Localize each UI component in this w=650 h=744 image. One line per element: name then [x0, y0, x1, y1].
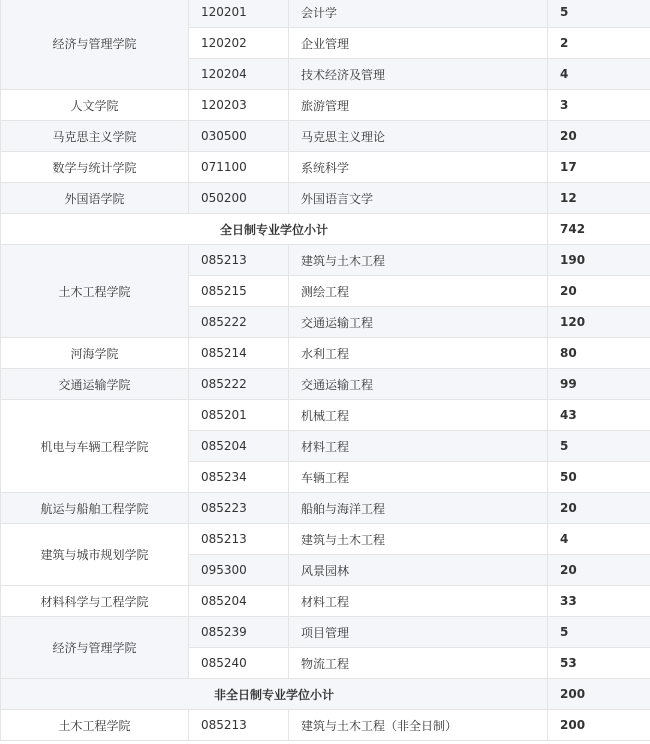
major-cell: 马克思主义理论: [289, 121, 548, 152]
enrollment-count-cell: 5: [548, 0, 650, 28]
table-row: [1, 493, 650, 524]
code-cell: 085223: [189, 493, 289, 524]
major-cell: 交通运输工程: [289, 307, 548, 338]
enrollment-count-cell: 120: [548, 307, 650, 338]
college-cell: 经济与管理学院: [1, 617, 189, 679]
enrollment-count-cell: 80: [548, 338, 650, 369]
enrollment-count-cell: 190: [548, 245, 650, 276]
code-cell: 085222: [189, 369, 289, 400]
table-row: [1, 152, 650, 183]
code-cell: 085213: [189, 245, 289, 276]
major-cell: 旅游管理: [289, 90, 548, 121]
code-cell: 085234: [189, 462, 289, 493]
enrollment-count-cell: 43: [548, 400, 650, 431]
major-cell: 建筑与土木工程: [289, 245, 548, 276]
subtotal-row: [1, 214, 650, 245]
table-row: [1, 617, 650, 648]
code-cell: 085215: [189, 276, 289, 307]
enrollment-count-cell: 3: [548, 90, 650, 121]
enrollment-count-cell: 50: [548, 462, 650, 493]
enrollment-count-cell: 5: [548, 431, 650, 462]
major-cell: 企业管理: [289, 28, 548, 59]
code-cell: 085213: [189, 710, 289, 741]
code-cell: 120204: [189, 59, 289, 90]
enrollment-count-cell: 12: [548, 183, 650, 214]
enrollment-count-cell: 20: [548, 276, 650, 307]
major-cell: 会计学: [289, 0, 548, 28]
enrollment-count-cell: 20: [548, 493, 650, 524]
table-row: [1, 245, 650, 276]
table-row: [1, 338, 650, 369]
major-cell: 机械工程: [289, 400, 548, 431]
major-cell: 外国语言文学: [289, 183, 548, 214]
code-cell: 085214: [189, 338, 289, 369]
table-row: [1, 90, 650, 121]
major-cell: 项目管理: [289, 617, 548, 648]
major-cell: 系统科学: [289, 152, 548, 183]
code-cell: 085213: [189, 524, 289, 555]
table-row: [1, 710, 650, 741]
major-cell: 建筑与土木工程（非全日制）: [289, 710, 548, 741]
subtotal-row: [1, 679, 650, 710]
subtotal-label: 全日制专业学位小计: [1, 214, 548, 245]
table-row: [1, 400, 650, 431]
code-cell: 085204: [189, 586, 289, 617]
college-cell: 航运与船舶工程学院: [1, 493, 189, 524]
major-cell: 建筑与土木工程: [289, 524, 548, 555]
college-cell: 数学与统计学院: [1, 152, 189, 183]
major-cell: 技术经济及管理: [289, 59, 548, 90]
major-cell: 交通运输工程: [289, 369, 548, 400]
enrollment-count-cell: 53: [548, 648, 650, 679]
major-cell: 船舶与海洋工程: [289, 493, 548, 524]
college-cell: 机电与车辆工程学院: [1, 400, 189, 493]
table-row: [1, 369, 650, 400]
subtotal-label: 非全日制专业学位小计: [1, 679, 548, 710]
table-row: [1, 183, 650, 214]
college-cell: 建筑与城市规划学院: [1, 524, 189, 586]
enrollment-count-cell: 200: [548, 710, 650, 741]
table-row: [1, 524, 650, 555]
college-cell: 外国语学院: [1, 183, 189, 214]
major-cell: 水利工程: [289, 338, 548, 369]
table-row: [1, 0, 650, 28]
college-cell: 土木工程学院: [1, 245, 189, 338]
enrollment-count-cell: 20: [548, 121, 650, 152]
college-cell: 材料科学与工程学院: [1, 586, 189, 617]
code-cell: 120203: [189, 90, 289, 121]
major-cell: 材料工程: [289, 586, 548, 617]
enrollment-count-cell: 4: [548, 59, 650, 90]
code-cell: 120201: [189, 0, 289, 28]
college-cell: 河海学院: [1, 338, 189, 369]
enrollment-count-cell: 33: [548, 586, 650, 617]
enrollment-table-body: [1, 0, 650, 741]
code-cell: 085222: [189, 307, 289, 338]
enrollment-count-cell: 4: [548, 524, 650, 555]
enrollment-count-cell: 99: [548, 369, 650, 400]
code-cell: 050200: [189, 183, 289, 214]
major-cell: 物流工程: [289, 648, 548, 679]
college-cell: 人文学院: [1, 90, 189, 121]
code-cell: 095300: [189, 555, 289, 586]
code-cell: 085204: [189, 431, 289, 462]
table-row: [1, 121, 650, 152]
enrollment-count-cell: 5: [548, 617, 650, 648]
subtotal-count: 742: [548, 214, 650, 245]
major-cell: 测绘工程: [289, 276, 548, 307]
college-cell: 土木工程学院: [1, 710, 189, 741]
enrollment-count-cell: 20: [548, 555, 650, 586]
college-cell: 交通运输学院: [1, 369, 189, 400]
code-cell: 085239: [189, 617, 289, 648]
code-cell: 120202: [189, 28, 289, 59]
enrollment-count-cell: 2: [548, 28, 650, 59]
major-cell: 车辆工程: [289, 462, 548, 493]
enrollment-count-cell: 17: [548, 152, 650, 183]
code-cell: 071100: [189, 152, 289, 183]
college-cell: 马克思主义学院: [1, 121, 189, 152]
code-cell: 030500: [189, 121, 289, 152]
code-cell: 085240: [189, 648, 289, 679]
major-cell: 风景园林: [289, 555, 548, 586]
subtotal-count: 200: [548, 679, 650, 710]
college-cell: 经济与管理学院: [1, 0, 189, 90]
table-row: [1, 586, 650, 617]
code-cell: 085201: [189, 400, 289, 431]
major-cell: 材料工程: [289, 431, 548, 462]
